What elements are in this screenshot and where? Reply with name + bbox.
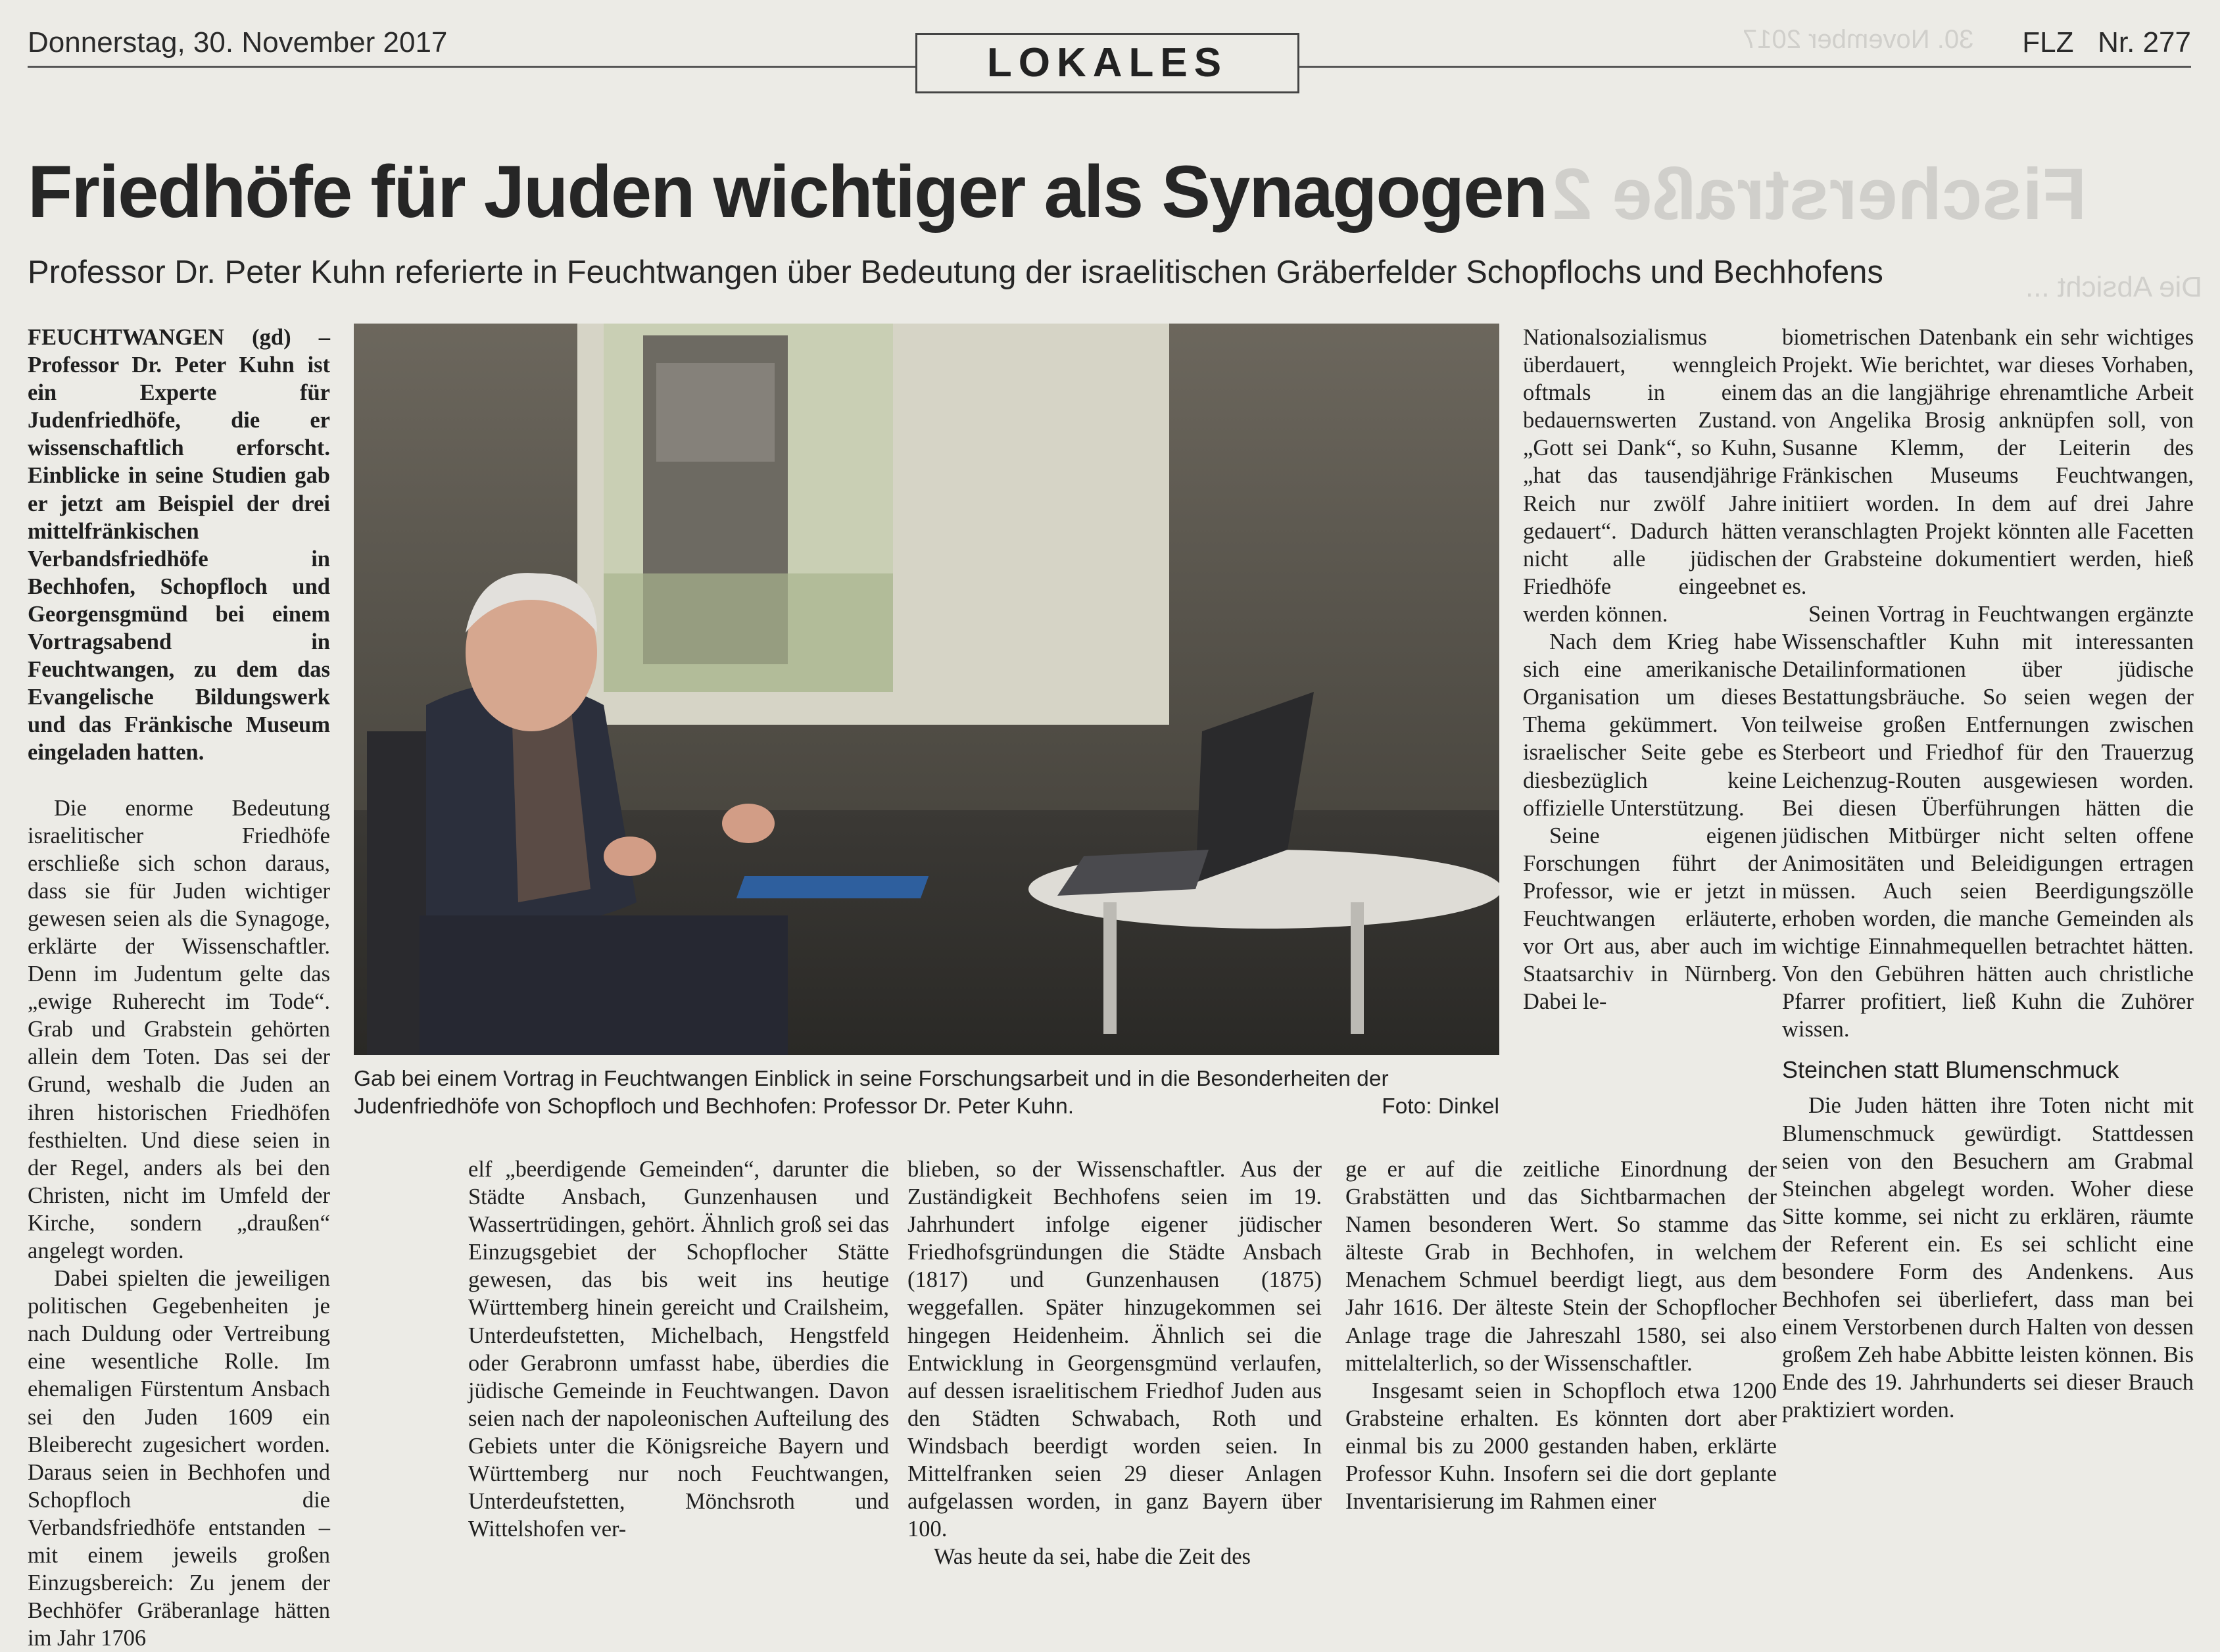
photo-caption xyxy=(354,1065,1499,1121)
article-lead: FEUCHTWANGEN (gd) – Professor Dr. Peter Kuhn ist ein Experte für Judenfriedhöfe, die er wissenschaftlich erforscht. Einblicke in seine Studien gab er jetzt am Beispiel der drei mittelfränkischen Verbandsfriedhöfe in Bechhofen, Schopfloch und Georgensgmünd bei einem Vortragsabend in Feuchtwangen, zu dem das Evangelische Bildungswerk und das Fränkische Museum eingeladen hatten. xyxy=(28,325,330,765)
column-1 xyxy=(28,324,330,1652)
paper-issue: FLZ Nr. 277 xyxy=(2022,26,2191,59)
bleed-line: Die Absicht ... xyxy=(2025,271,2203,303)
paragraph: Was heute da sei, habe die Zeit des xyxy=(934,1544,1251,1570)
column-4-top xyxy=(1523,324,1777,1015)
column-3 xyxy=(907,1155,1322,1570)
section-subheading: Steinchen statt Blumenschmuck xyxy=(1782,1056,2119,1084)
paragraph: Seine eigenen Forschungen führt der Professor, wie er jetzt in Feuchtwangen erläuterte, vor Ort aus, aber auch im Staatsarchiv in Nürnberg. Dabei le- xyxy=(1523,823,1777,1015)
photo-credit: Foto: Dinkel xyxy=(1382,1094,1499,1119)
section-label: LOKALES xyxy=(915,33,1299,93)
column-5 xyxy=(1782,324,2194,1424)
projection-screen xyxy=(577,324,1169,725)
lecture-photo xyxy=(354,324,1499,1055)
column-2 xyxy=(468,1155,889,1543)
paragraph: Insgesamt seien in Schopfloch etwa 1200 Grabsteine erhalten. Es könnten dort aber einmal bis zu 2000 gestanden haben, erklärte Professor Kuhn. Insofern sei die dort geplante Inventarisierung im Rahmen einer xyxy=(1345,1378,1777,1515)
bleed-date: 30. November 2017 xyxy=(1743,25,1974,54)
paragraph: Nationalsozialismus überdauert, wenngleich oftmals in einem bedauernswerten Zustand. „Gott sei Dank“, so Kuhn, „hat das tausendjährige Reich nur zwölf Jahre gedauert“. Dadurch hätten nicht alle jüdischen Friedhöfe eingeebnet werden können. xyxy=(1523,325,1777,627)
article-headline: Friedhöfe für Juden wichtiger als Synagogen xyxy=(28,151,1547,233)
paragraph: ge er auf die zeitliche Einordnung der Grabstätten und das Sichtbarmachen der Namen besonderen Wert. So stamme das älteste Grab in Bechhofen, in welchem Menachem Schmuel beerdigt liegt, aus dem Jahr 1616. Der älteste Stein der Schopflocher Anlage trage die Jahreszahl 1580, sei also mittelalterlich, so der Wissenschaftler. xyxy=(1345,1157,1777,1376)
article-subheadline: Professor Dr. Peter Kuhn referierte in Feuchtwangen über Bedeutung der israelitischen Gräberfelder Schopflochs und Bechhofens xyxy=(28,255,1883,290)
caption-text: Gab bei einem Vortrag in Feuchtwangen Einblick in seine Forschungsarbeit und in die Besonderheiten der Judenfriedhöfe von Schopfloch und Bechhofen: Professor Dr. Peter Kuhn. xyxy=(354,1067,1389,1119)
issue-date: Donnerstag, 30. November 2017 xyxy=(28,26,448,59)
paragraph: Seinen Vortrag in Feuchtwangen ergänzte Wissenschaftler Kuhn mit interessanten Detailinformationen über jüdische Bestattungsbräuche. So seien wegen der teilweise großen Entfernungen zwischen Sterbeort und Friedhof für den Trauerzug Leichenzug-Routen ausgewiesen worden. Bei diesen Überführungen hätten die jüdischen Mitbürger nicht selten offene Animositäten und Beleidigungen ertragen müssen. Auch seien Beerdigungszölle erhoben worden, die manche Gemeinden als wichtige Einnahmequellen betrachtet hätten. Von den Gebühren hätten auch christliche Pfarrer profitiert, ließ Kuhn die Zuhörer wissen. xyxy=(1782,601,2194,1042)
paragraph: Dabei spielten die jeweiligen politischen Gegebenheiten je nach Duldung oder Vertreibung eine wesentliche Rolle. Im ehemaligen Fürstentum Ansbach sei den Juden 1609 ein Bleiberecht zugesichert worden. Daraus seien in Bechhofen und Schopfloch die Verbandsfriedhöfe entstanden – mit einem jeweils großen Einzugsbereich: Zu jenem der Bechhöfer Gräberanlage hätten im Jahr 1706 xyxy=(28,1266,330,1651)
paragraph: blieben, so der Wissenschaftler. Aus der Zuständigkeit Bechhofens seien im 19. Jahrhundert infolge eigener jüdischer Friedhofsgründungen die Städte Ansbach (1817) und Gunzenhausen (1875) weggefallen. Später hinzugekommen sei hingegen Heidenheim. Ähnlich sei die Entwicklung in Georgensgmünd verlaufen, auf dessen israelitischem Friedhof Juden aus den Städten Schwabach, Roth und Windsbach beerdigt worden seien. In Mittelfranken seien 29 dieser Anlagen aufgelassen worden, in ganz Bayern über 100. xyxy=(907,1157,1322,1542)
bleed-headline: Fischerstraße 2 xyxy=(1552,154,2087,235)
paragraph: Die Juden hätten ihre Toten nicht mit Blumenschmuck gewürdigt. Stattdessen seien von den Besuchern am Grabmal Steinchen abgelegt worden. Woher diese Sitte komme, sei nicht zu erklären, räumte der Referent ein. Es sei schlicht eine besondere Form des Andenkens. Aus Bechhofen sei überliefert, dass man bei einem Verstorbenen durch Halten von dessen großem Zeh habe Abbitte leisten können. Bis Ende des 19. Jahrhunderts sei dieser Brauch praktiziert worden. xyxy=(1782,1093,2194,1423)
article-photo xyxy=(354,324,1499,1055)
paragraph: Die enorme Bedeutung israelitischer Friedhöfe erschließe sich schon daraus, dass sie für Juden wichtiger gewesen seien als die Synagoge, erklärte der Wissenschaftler. Denn im Judentum gelte das „ewige Ruherecht im Tode“. Grab und Grabstein gehörten allein dem Toten. Das sei der Grund, weshalb die Juden an ihren historischen Friedhöfen festhielten. Und diese seien in der Regel, anders als bei den Christen, nicht im Umfeld der Kirche, sondern „draußen“ angelegt worden. xyxy=(28,795,330,1263)
column-4-bottom xyxy=(1345,1155,1777,1515)
paragraph: elf „beerdigende Gemeinden“, darunter die Städte Ansbach, Gunzenhausen und Wassertrüdingen, gehört. Ähnlich groß sei das Einzugsgebiet der Schopflocher Stätte gewesen, das bis weit ins heutige Württemberg hinein gereicht und Crailsheim, Unterdeufstetten, Michelbach, Hengstfeld oder Gerabronn umfasst habe, überdies die jüdische Gemeinde in Feuchtwangen. Davon seien nach der napoleonischen Aufteilung des Gebiets unter die Königsreiche Bayern und Württemberg nur noch Feuchtwangen, Unterdeufstetten, Mönchsroth und Wittelshofen ver- xyxy=(468,1157,889,1542)
paragraph: Nach dem Krieg habe sich eine amerikanische Organisation um dieses Thema gekümmert. Von israelischer Seite gebe es diesbezüglich keine offizielle Unterstützung. xyxy=(1523,629,1777,821)
paragraph: biometrischen Datenbank ein sehr wichtiges Projekt. Wie berichtet, war dieses Vorhaben, das an die langjährige ehrenamtliche Arbeit von Angelika Brosig anknüpfen soll, von Susanne Klemm, der Leiterin des Fränkischen Museums Feuchtwangen, initiiert worden. In dem auf drei Jahre veranschlagten Projekt könnten alle Facetten der Grabsteine dokumentiert werden, hieß es. xyxy=(1782,325,2194,599)
